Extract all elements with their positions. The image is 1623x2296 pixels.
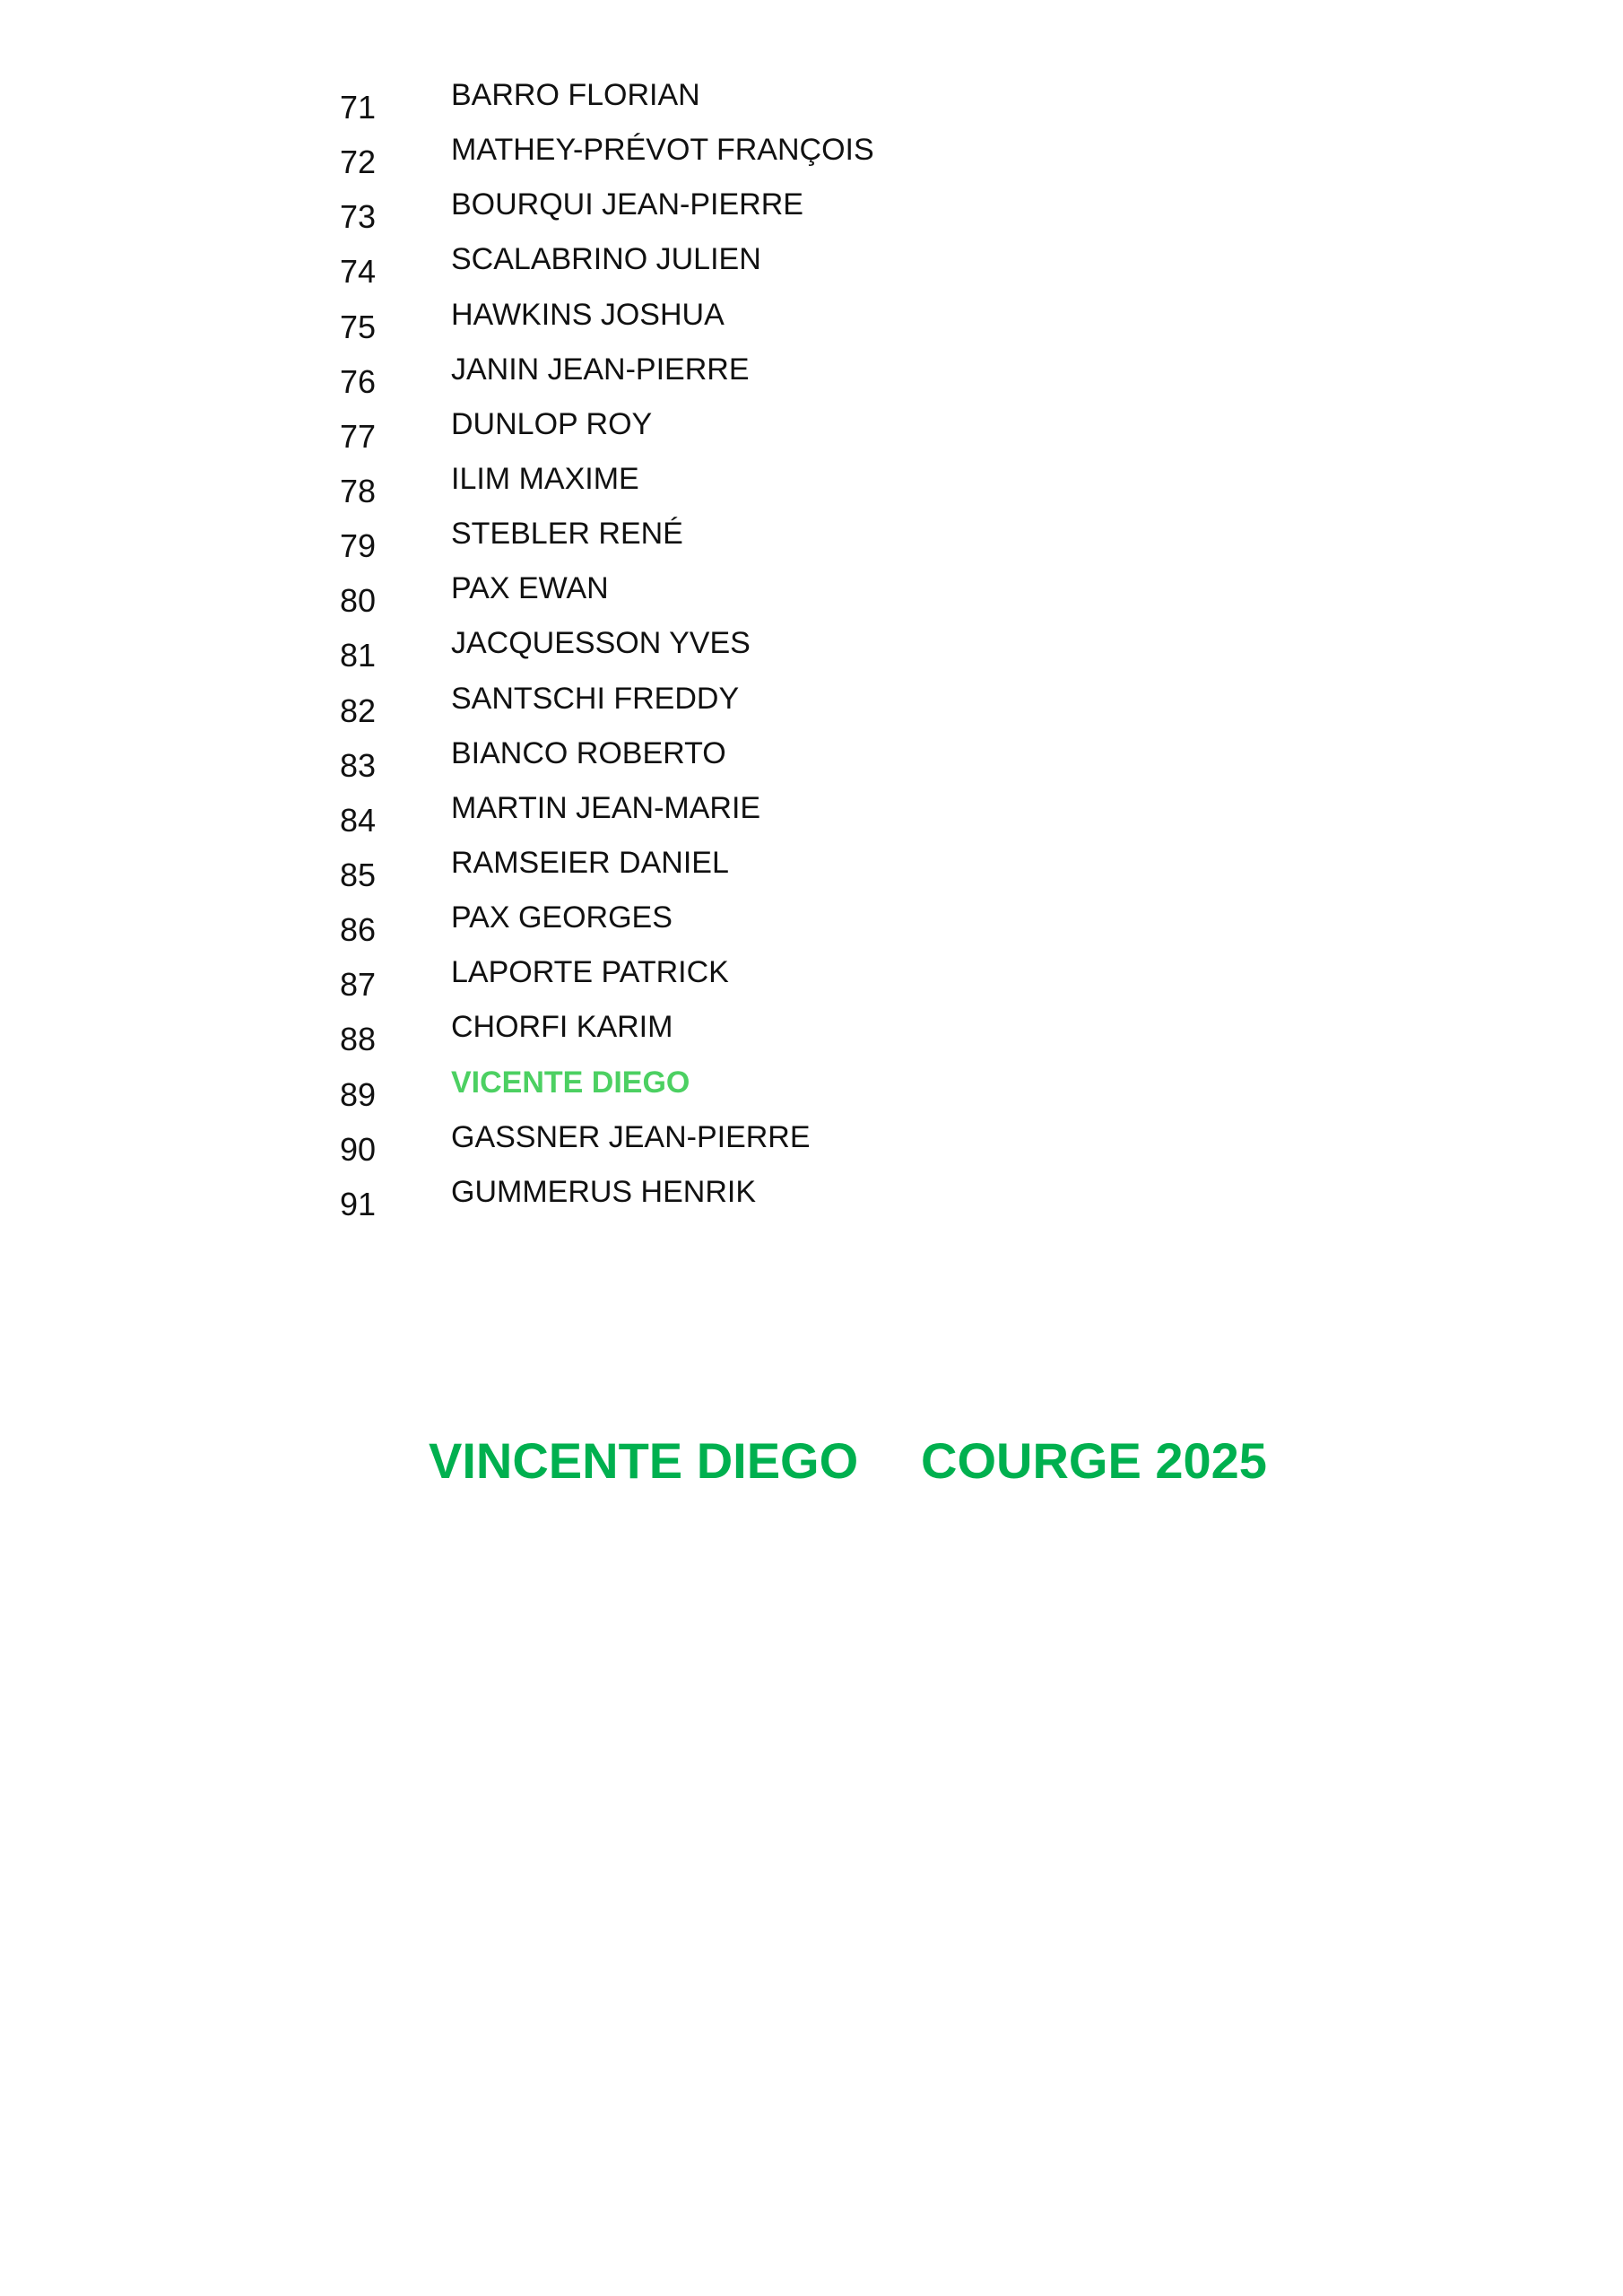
ranking-row [0, 346, 1623, 401]
player-name: GASSNER JEAN-PIERRE [451, 1119, 811, 1154]
player-name: CHORFI KARIM [451, 1010, 673, 1045]
ranking-row [0, 949, 1623, 1004]
rank-number: 72 [340, 144, 377, 181]
rank-number: 87 [340, 966, 377, 1004]
ranking-row [0, 1169, 1623, 1223]
ranking-row [0, 181, 1623, 236]
player-name: JACQUESSON YVES [451, 626, 751, 661]
player-name: PAX EWAN [451, 571, 609, 606]
ranking-row [0, 236, 1623, 291]
ranking-row [0, 510, 1623, 565]
rank-number: 88 [340, 1021, 377, 1058]
player-name: STEBLER RENÉ [451, 517, 683, 552]
rank-number: 71 [340, 89, 377, 126]
footer-player-name: VINCENTE DIEGO [429, 1432, 859, 1489]
ranking-row [0, 126, 1623, 181]
rank-number: 77 [340, 417, 377, 455]
player-name: ILIM MAXIME [451, 461, 639, 496]
rank-number: 90 [340, 1130, 377, 1168]
rank-number: 76 [340, 362, 377, 400]
player-name: RAMSEIER DANIEL [451, 845, 729, 880]
rank-number: 79 [340, 527, 377, 565]
rank-number: 75 [340, 308, 377, 345]
rank-number: 73 [340, 198, 377, 236]
rank-number: 91 [340, 1185, 377, 1222]
rank-number: 83 [340, 746, 377, 784]
player-name: GUMMERUS HENRIK [451, 1174, 757, 1209]
ranking-row [0, 1004, 1623, 1058]
ranking-row [0, 839, 1623, 894]
player-name: HAWKINS JOSHUA [451, 297, 725, 332]
player-name: BOURQUI JEAN-PIERRE [451, 187, 803, 222]
footer-event-title: COURGE 2025 [921, 1432, 1267, 1489]
ranking-row [0, 72, 1623, 126]
player-name: JANIN JEAN-PIERRE [451, 352, 750, 387]
player-name: BARRO FLORIAN [451, 78, 700, 112]
ranking-row [0, 730, 1623, 785]
rank-number: 89 [340, 1075, 377, 1113]
rank-number: 82 [340, 691, 377, 729]
player-name: BIANCO ROBERTO [451, 735, 726, 770]
ranking-row [0, 565, 1623, 620]
ranking-row [0, 894, 1623, 949]
ranking-row [0, 456, 1623, 510]
rank-number: 84 [340, 801, 377, 839]
rank-number: 81 [340, 637, 377, 674]
ranking-row [0, 291, 1623, 346]
ranking-row [0, 620, 1623, 674]
player-name-highlighted: VICENTE DIEGO [451, 1065, 690, 1100]
player-name: MARTIN JEAN-MARIE [451, 790, 761, 825]
ranking-row [0, 401, 1623, 456]
ranking-row [0, 785, 1623, 839]
player-name: LAPORTE PATRICK [451, 955, 729, 990]
rank-number: 74 [340, 253, 377, 291]
player-name: SCALABRINO JULIEN [451, 242, 761, 277]
player-name: PAX GEORGES [451, 900, 673, 935]
footer-title [0, 1429, 1623, 1493]
rank-number: 80 [340, 582, 377, 620]
ranking-row [0, 675, 1623, 730]
player-name: DUNLOP ROY [451, 406, 653, 441]
ranking-list [0, 72, 1623, 1223]
rank-number: 78 [340, 472, 377, 509]
rank-number: 86 [340, 911, 377, 949]
rank-number: 85 [340, 856, 377, 893]
player-name: SANTSCHI FREDDY [451, 681, 740, 716]
player-name: MATHEY-PRÉVOT FRANÇOIS [451, 133, 874, 168]
ranking-row [0, 1059, 1623, 1114]
ranking-row [0, 1114, 1623, 1169]
